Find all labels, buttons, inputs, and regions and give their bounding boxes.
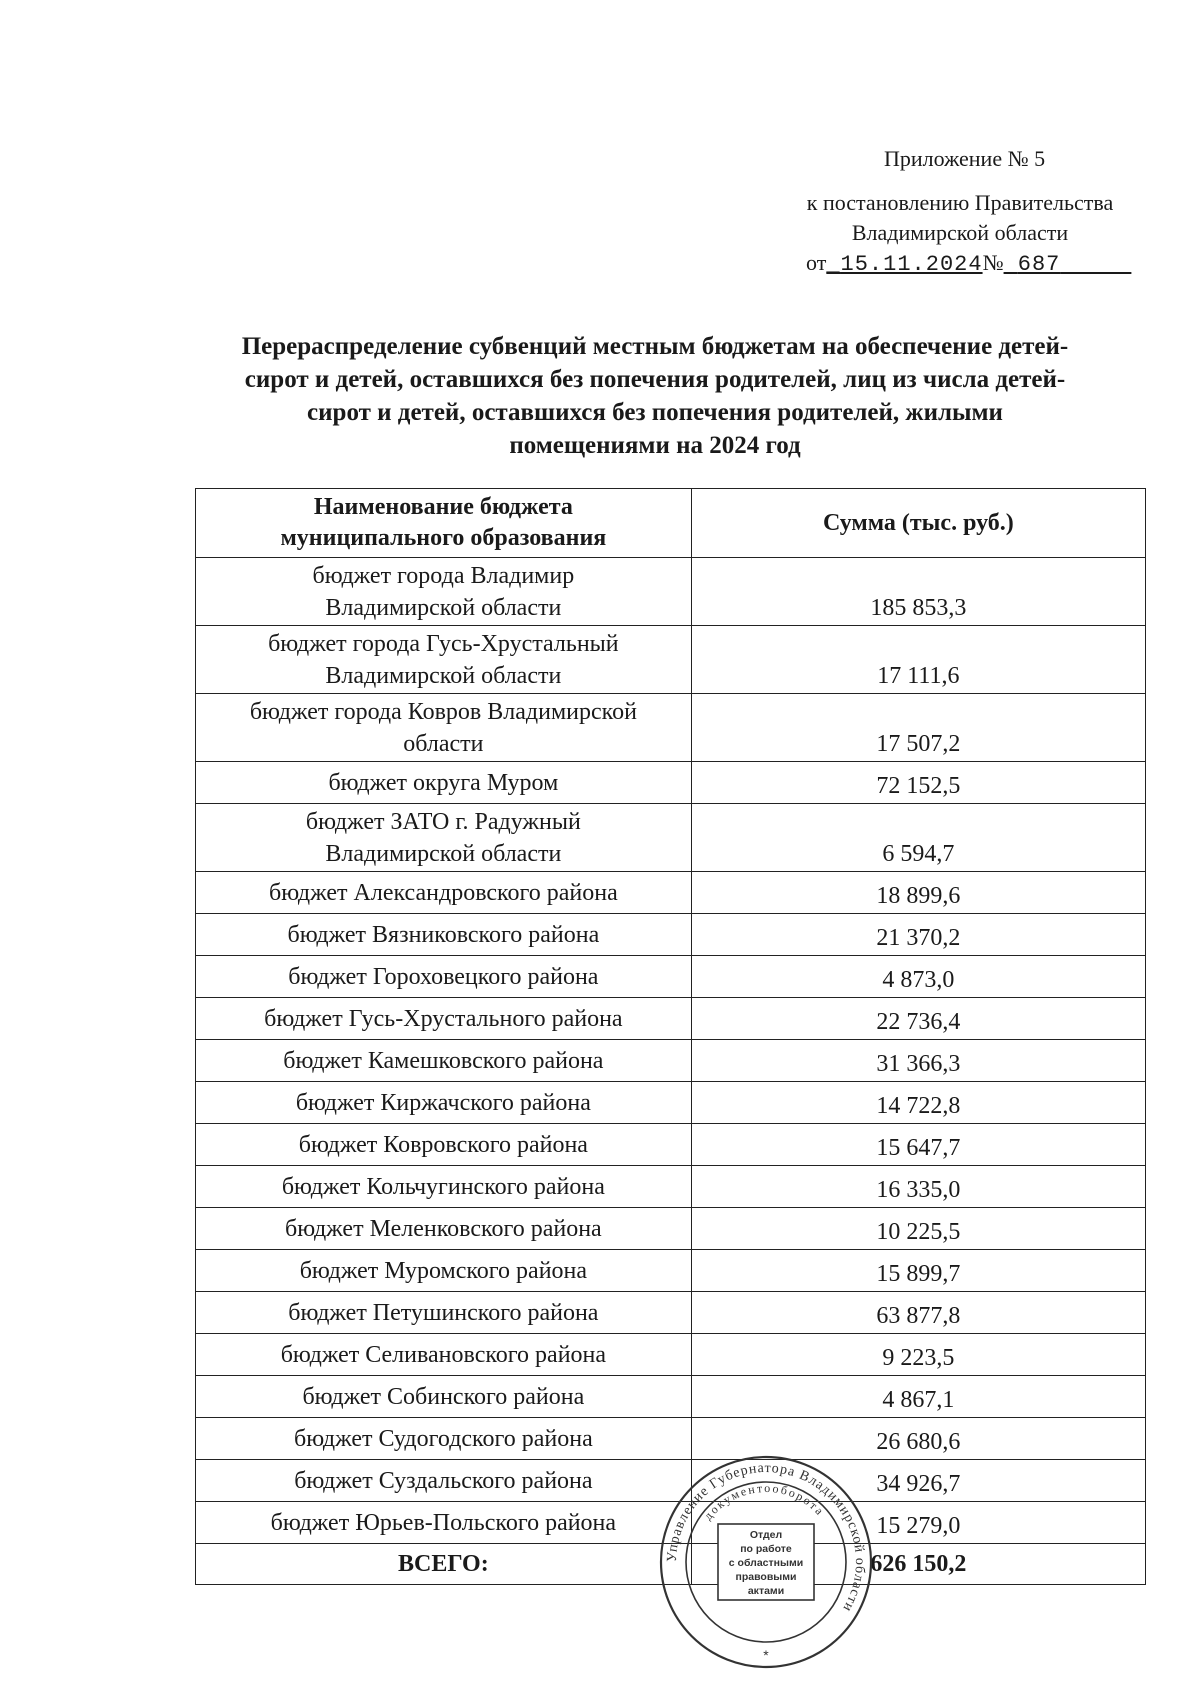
budget-name-cell [196,1292,692,1334]
budget-name-line-2: Владимирской области [325,662,562,689]
column-header-name-line-1: Наименование бюджета [313,494,573,520]
amount-cell: 4 867,1 [691,1376,1145,1418]
official-seal [656,1452,876,1672]
budget-name-cell [196,1418,692,1460]
budget-name-cell [196,558,692,626]
budget-name-cell [196,1250,692,1292]
budget-name-line-1: бюджет Юрьев-Польского района [270,1509,617,1536]
decree-number [1004,252,1132,277]
table-row [196,804,1146,872]
table-row [196,1376,1146,1418]
budget-name-line-1: бюджет города Владимир [312,562,575,589]
decree-date: _15.11.2024 [826,252,983,277]
table-header-row [196,489,1146,558]
budget-name-line-1: бюджет Меленковского района [285,1215,602,1242]
title-line-4: помещениями на 2024 год [509,432,801,459]
budget-name-cell [196,914,692,956]
budget-name-cell [196,1334,692,1376]
budget-name-cell [196,1208,692,1250]
budget-name-cell [196,1040,692,1082]
budget-name-line-1: бюджет Судогодского района [293,1425,593,1452]
table-row [196,998,1146,1040]
amount-cell: 26 680,6 [691,1418,1145,1460]
date-prefix: от [806,250,827,275]
budget-name-line-1: бюджет Киржачского района [295,1089,591,1116]
title-line-3: сирот и детей, оставшихся без попечения родителей, жилыми [307,399,1003,426]
seal-center-line-3: с областными [728,1557,804,1569]
amount-cell: 6 594,7 [691,804,1145,872]
budget-name-line-1: бюджет Петушинского района [288,1299,599,1326]
amount-cell: 15 647,7 [691,1124,1145,1166]
budget-name-cell [196,1166,692,1208]
table-row [196,914,1146,956]
amount-cell: 10 225,5 [691,1208,1145,1250]
amount-cell: 15 899,7 [691,1250,1145,1292]
decree-date-line [790,248,1130,280]
seal-center-line-5: актами [747,1585,785,1597]
amount-cell: 15 279,0 [691,1502,1145,1544]
budget-name-line-1: бюджет Суздальского района [294,1467,593,1494]
budget-name-cell [196,872,692,914]
budget-name-cell [196,1376,692,1418]
budget-table [195,488,1146,1585]
column-header-name-line-2: муниципального образования [280,525,607,551]
budget-name-cell [196,762,692,804]
column-header-sum: Сумма (тыс. руб.) [691,489,1145,558]
budget-name-cell [196,1460,692,1502]
appendix-label: Приложение № 5 [884,146,1046,171]
amount-cell: 72 152,5 [691,762,1145,804]
amount-cell: 18 899,6 [691,872,1145,914]
amount-cell: 63 877,8 [691,1292,1145,1334]
amount-cell: 31 366,3 [691,1040,1145,1082]
budget-name-cell [196,1502,692,1544]
number-prefix: № [982,250,1004,275]
table-row [196,626,1146,694]
amount-cell: 34 926,7 [691,1460,1145,1502]
table-row [196,1166,1146,1208]
budget-name-line-2: области [403,730,484,757]
budget-name-line-1: бюджет Собинского района [302,1383,585,1410]
budget-name-cell [196,1124,692,1166]
amount-cell: 185 853,3 [691,558,1145,626]
amount-cell: 4 873,0 [691,956,1145,998]
column-header-name [196,489,692,558]
total-label: ВСЕГО: [196,1544,692,1585]
table-row [196,1292,1146,1334]
table-row [196,1082,1146,1124]
amount-cell: 16 335,0 [691,1166,1145,1208]
budget-name-line-1: бюджет округа Муром [328,769,559,796]
document-title [170,330,1140,462]
title-line-1: Перераспределение субвенций местным бюджетам на обеспечение детей- [241,333,1069,360]
budget-name-line-1: бюджет города Ковров Владимирской [249,698,637,725]
table-row [196,956,1146,998]
budget-name-cell [196,626,692,694]
seal-center-line-1: Отдел [749,1529,783,1541]
amount-cell: 14 722,8 [691,1082,1145,1124]
table-row [196,1334,1146,1376]
seal-ring-text: Управление Губернатора Владимирской области [664,1460,868,1615]
seal-star: * [763,1647,769,1663]
table-row [196,558,1146,626]
amount-cell: 22 736,4 [691,998,1145,1040]
decree-line-2: Владимирской области [851,220,1069,245]
table-row [196,1250,1146,1292]
decree-reference [790,188,1130,280]
table-row [196,1208,1146,1250]
budget-name-line-1: бюджет ЗАТО г. Радужный [305,808,581,835]
amount-cell: 17 507,2 [691,694,1145,762]
budget-name-cell [196,804,692,872]
budget-name-line-1: бюджет города Гусь-Хрустальный [268,630,619,657]
budget-name-line-2: Владимирской области [325,840,562,867]
table-row [196,1124,1146,1166]
amount-cell: 17 111,6 [691,626,1145,694]
budget-name-cell [196,694,692,762]
seal-inner-ring-text: документооборота [700,1480,828,1523]
budget-name-line-1: бюджет Кольчугинского района [281,1173,605,1200]
budget-name-line-1: бюджет Муромского района [299,1257,588,1284]
total-sum: 626 150,2 [691,1544,1145,1585]
budget-name-line-1: бюджет Александровского района [268,879,618,906]
budget-name-line-2: Владимирской области [325,594,562,621]
table-row [196,872,1146,914]
seal-center-line-4: правовыми [735,1571,797,1583]
table-row [196,762,1146,804]
budget-name-cell [196,956,692,998]
decree-number-value: 687 [1017,252,1061,277]
title-line-2: сирот и детей, оставшихся без попечения родителей, лиц из числа детей- [244,366,1066,393]
table-row [196,1040,1146,1082]
decree-line-1: к постановлению Правительства [806,190,1114,215]
amount-cell: 9 223,5 [691,1334,1145,1376]
budget-name-cell [196,1082,692,1124]
seal-center-line-2: по работе [740,1543,792,1555]
decree-date-value: 15.11.2024 [840,252,983,277]
budget-name-line-1: бюджет Гороховецкого района [288,963,599,990]
budget-name-line-1: бюджет Вязниковского района [287,921,600,948]
budget-name-line-1: бюджет Селивановского района [280,1341,607,1368]
budget-name-line-1: бюджет Ковровского района [298,1131,588,1158]
budget-name-cell [196,998,692,1040]
budget-name-line-1: бюджет Гусь-Хрустального района [264,1005,623,1032]
amount-cell: 21 370,2 [691,914,1145,956]
table-row [196,694,1146,762]
budget-name-line-1: бюджет Камешковского района [283,1047,604,1074]
